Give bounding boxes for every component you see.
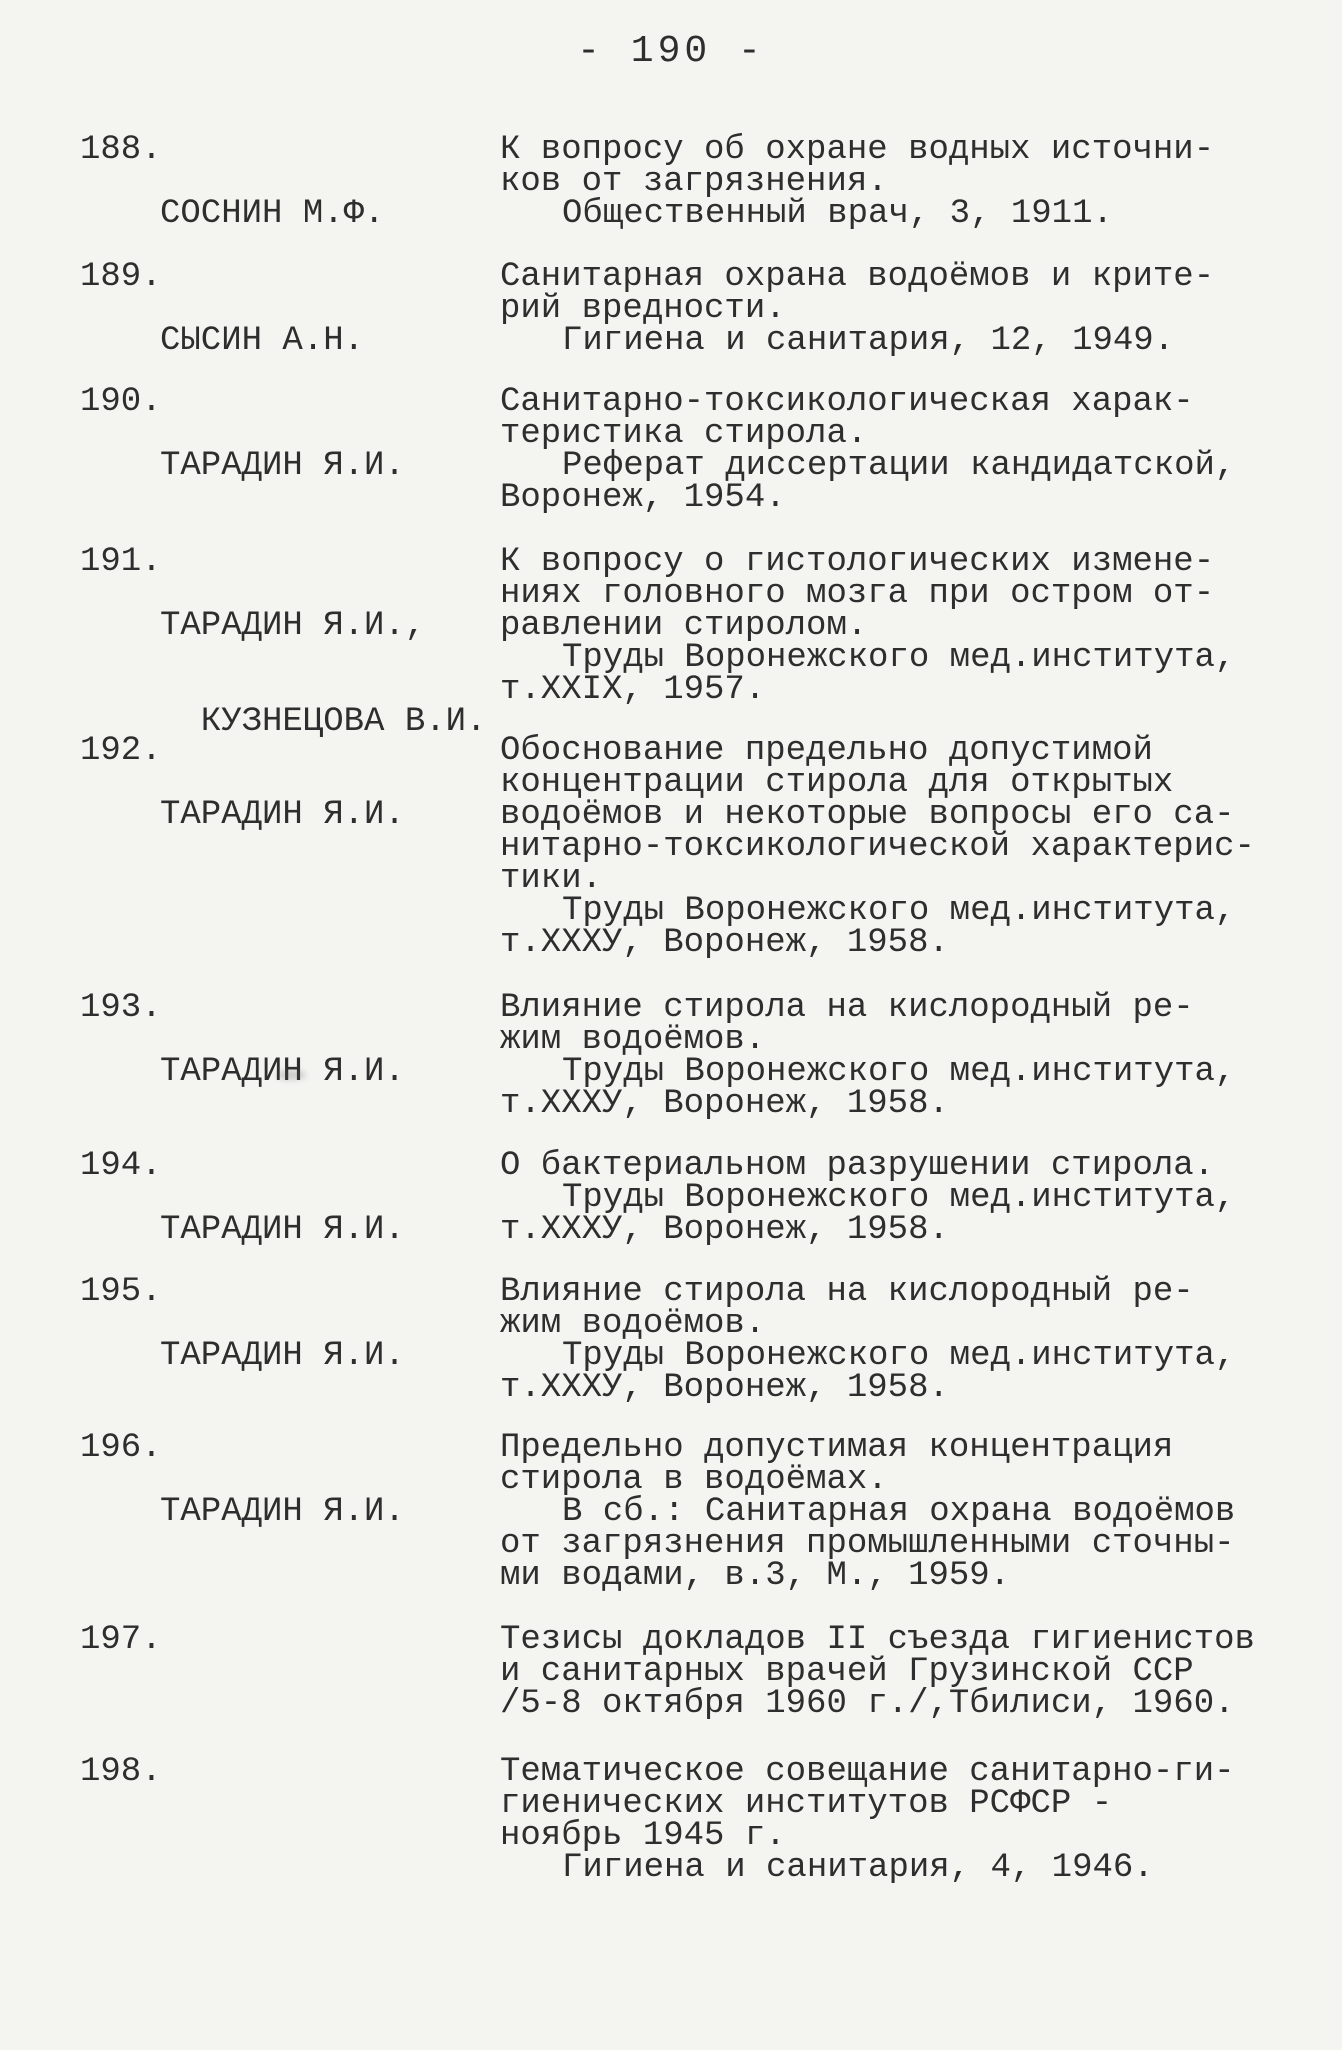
title-line: и санитарных врачей Грузинской ССР [500, 1653, 1194, 1691]
author-line: ТАРАДИН Я.И. [160, 447, 405, 485]
title-line: Обоснование предельно допустимой [500, 732, 1153, 770]
entry-number: 196. [80, 1429, 162, 1467]
title-line: теристика стирола. [500, 415, 868, 453]
title-line: нитарно-токсикологической характерис- [500, 828, 1255, 866]
title-line: ков от загрязнения. [500, 163, 888, 201]
title-line: жим водоёмов. [500, 1305, 766, 1343]
source-line: Труды Воронежского мед.института, [562, 1337, 1236, 1375]
source-line: т.XXXУ, Воронеж, 1958. [500, 1369, 949, 1407]
author-line: СЫСИН А.Н. [160, 322, 365, 360]
entry-text [500, 1429, 1300, 1595]
entry-text [500, 258, 1300, 360]
source-line: т.XXXУ, Воронеж, 1958. [500, 1085, 949, 1123]
entry-authors [160, 992, 480, 1152]
entry-number: 198. [80, 1753, 162, 1791]
title-line: рий вредности. [500, 290, 786, 328]
source-line: Гигиена и санитария, 12, 1949. [562, 322, 1175, 360]
source-line: Труды Воронежского мед.института, [562, 892, 1236, 930]
title-line: О бактериальном разрушении стирола. [500, 1147, 1215, 1185]
title-line: ноябрь 1945 г. [500, 1817, 786, 1855]
ink-smudge [276, 1070, 306, 1080]
source-line: от загрязнения промышленными сточны- [500, 1525, 1235, 1563]
source-line: Реферат диссертации кандидатской, [562, 447, 1236, 485]
source-line: ми водами, в.3, М., 1959. [500, 1557, 1011, 1595]
title-line: тики. [500, 860, 603, 898]
entry-text [500, 732, 1300, 962]
title-line: /5-8 октября 1960 г./,Тбилиси, 1960. [500, 1685, 1235, 1723]
title-line: Тематическое совещание санитарно-ги- [500, 1753, 1235, 1791]
author-line: ТАРАДИН Я.И. [160, 1493, 405, 1531]
entry-number: 193. [80, 989, 162, 1027]
source-line: т.XXIX, 1957. [500, 671, 766, 709]
entry-authors [160, 1432, 480, 1592]
title-line: жим водоёмов. [500, 1021, 766, 1059]
title-line: концентрации стирола для открытых [500, 764, 1174, 802]
entry-text [500, 383, 1300, 517]
title-line: Предельно допустимая концентрация [500, 1429, 1174, 1467]
source-line: т.XXXУ, Воронеж, 1958. [500, 1211, 949, 1249]
title-line: ниях головного мозга при остром от- [500, 575, 1215, 613]
author-line: ТАРАДИН Я.И., [160, 607, 426, 645]
page-number: - 190 - [577, 30, 765, 73]
title-line: равлении стиролом. [500, 607, 868, 645]
title-line: Тезисы докладов II съезда гигиенистов [500, 1621, 1255, 1659]
entry-text [500, 543, 1300, 709]
entry-text [500, 1273, 1300, 1407]
author-line: ТАРАДИН Я.И. [160, 796, 405, 834]
title-line: стирола в водоёмах. [500, 1461, 888, 1499]
source-line: Общественный врач, 3, 1911. [562, 195, 1113, 233]
entry-authors [160, 1276, 480, 1436]
title-line: гиенических институтов РСФСР - [500, 1785, 1113, 1823]
title-line: Санитарно-токсикологическая харак- [500, 383, 1194, 421]
entry-text [500, 989, 1300, 1123]
author-line: ТАРАДИН Я.И. [160, 1053, 405, 1091]
title-line: Влияние стирола на кислородный ре- [500, 989, 1194, 1027]
entry-number: 192. [80, 732, 162, 770]
entry-text [500, 131, 1300, 233]
author-line: СОСНИН М.Ф. [160, 195, 385, 233]
author-line: ТАРАДИН Я.И. [160, 1337, 405, 1375]
source-line: В сб.: Санитарная охрана водоёмов [562, 1493, 1236, 1531]
source-line: Гигиена и санитария, 4, 1946. [562, 1849, 1154, 1887]
author-line: ТАРАДИН Я.И. [160, 1211, 405, 1249]
source-line: Труды Воронежского мед.института, [562, 1053, 1236, 1091]
source-line: Воронеж, 1954. [500, 479, 786, 517]
entry-number: 190. [80, 383, 162, 421]
title-line: водоёмов и некоторые вопросы его са- [500, 796, 1235, 834]
entry-number: 191. [80, 543, 162, 581]
title-line: Санитарная охрана водоёмов и крите- [500, 258, 1215, 296]
source-line: Труды Воронежского мед.института, [562, 639, 1236, 677]
entry-number: 194. [80, 1147, 162, 1185]
entry-authors [160, 735, 480, 895]
author-line: КУЗНЕЦОВА В.И. [160, 703, 487, 741]
entry-authors [160, 386, 480, 546]
source-line: т.XXXУ, Воронеж, 1958. [500, 924, 949, 962]
entry-number: 195. [80, 1273, 162, 1311]
entry-text [500, 1147, 1300, 1249]
source-line: Труды Воронежского мед.института, [562, 1179, 1236, 1217]
entry-text [500, 1753, 1300, 1887]
title-line: Влияние стирола на кислородный ре- [500, 1273, 1194, 1311]
title-line: К вопросу об охране водных источни- [500, 131, 1215, 169]
title-line: К вопросу о гистологических измене- [500, 543, 1215, 581]
entry-text [500, 1621, 1300, 1723]
entry-number: 189. [80, 258, 162, 296]
entry-number: 197. [80, 1621, 162, 1659]
entry-number: 188. [80, 131, 162, 169]
